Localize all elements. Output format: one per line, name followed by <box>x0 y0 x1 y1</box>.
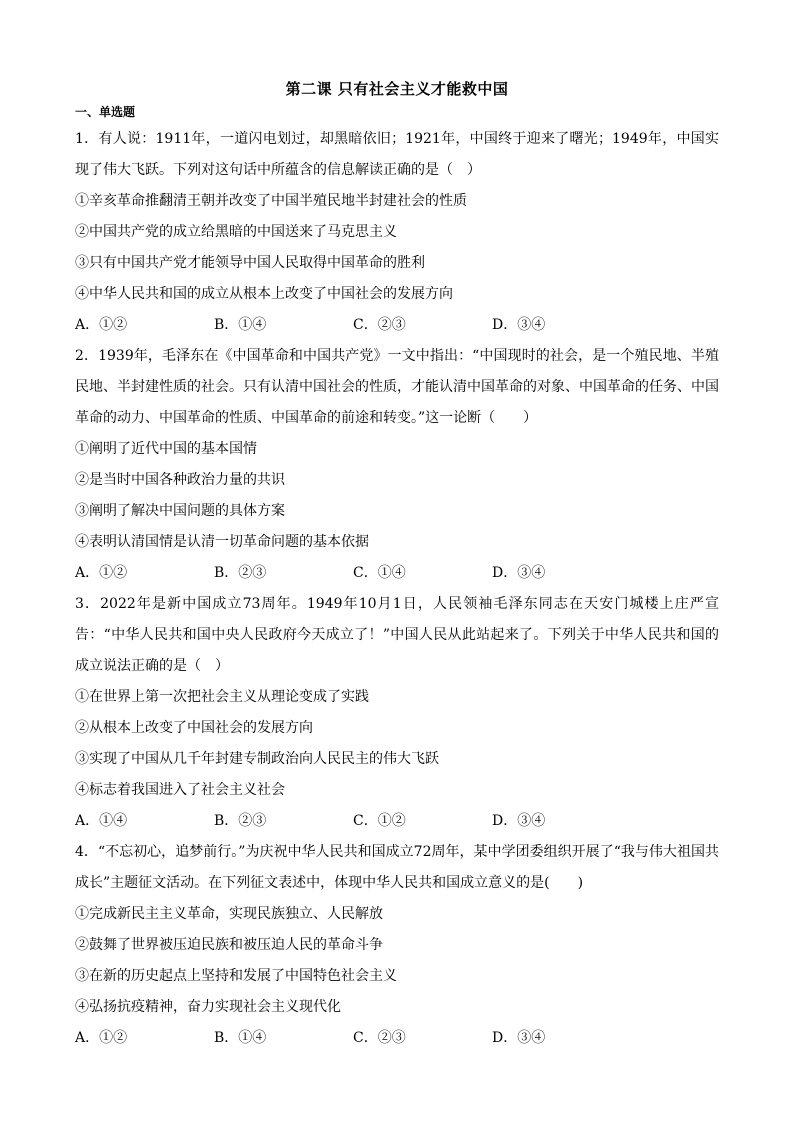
choice-a[interactable]: A．①② <box>75 317 128 333</box>
question-4 <box>75 837 719 1054</box>
section-heading: 一、单选题 <box>75 105 136 119</box>
statement-option: ③只有中国共产党才能领导中国人民取得中国革命的胜利 <box>75 255 425 271</box>
question-2 <box>75 341 719 589</box>
statement-option: ④标志着我国进入了社会主义社会 <box>75 782 285 798</box>
page-title: 第二课 只有社会主义才能救中国 <box>285 80 509 98</box>
choice-c[interactable]: C．①② <box>353 813 406 829</box>
choice-d[interactable]: D．③④ <box>492 813 546 829</box>
choice-b[interactable]: B．①④ <box>214 1030 267 1046</box>
choice-d[interactable]: D．③④ <box>492 1030 546 1046</box>
statement-option: ④表明认清国情是认清一切革命问题的基本依据 <box>75 534 369 550</box>
question-stem: 4．“不忘初心，追梦前行。”为庆祝中华人民共和国成立72周年，某中学团委组织开展了“我与伟大祖国共成长”主题征文活动。在下列征文表述中，体现中华人民共和国成立意义的是( ) <box>75 844 719 891</box>
statement-option: ④中华人民共和国的成立从根本上改变了中国社会的发展方向 <box>75 286 453 302</box>
choice-c[interactable]: C．②③ <box>353 1030 406 1046</box>
statement-option: ③阐明了解决中国问题的具体方案 <box>75 503 285 519</box>
question-3 <box>75 589 719 837</box>
statement-option: ①辛亥革命推翻清王朝并改变了中国半殖民地半封建社会的性质 <box>75 193 467 209</box>
choice-b[interactable]: B．①④ <box>214 317 267 333</box>
question-stem: 3．2022年是新中国成立73周年。1949年10月1日，人民领袖毛泽东同志在天安门城楼上庄严宣告：“中华人民共和国中央人民政府今天成立了！”中国人民从此站起来了。下列关于中华人民共和国的成立说法正确的是（ ） <box>75 596 719 674</box>
choice-b[interactable]: B．②③ <box>214 565 267 581</box>
question-1 <box>75 124 719 341</box>
choice-c[interactable]: C．①④ <box>353 565 406 581</box>
choice-a[interactable]: A．①② <box>75 565 128 581</box>
choice-d[interactable]: D．③④ <box>492 565 546 581</box>
answer-choices <box>75 310 719 341</box>
statement-option: ②中国共产党的成立给黑暗的中国送来了马克思主义 <box>75 224 397 240</box>
statement-option: ①阐明了近代中国的基本国情 <box>75 441 257 457</box>
choice-c[interactable]: C．②③ <box>353 317 406 333</box>
answer-choices <box>75 558 719 589</box>
statement-option: ②是当时中国各种政治力量的共识 <box>75 472 285 488</box>
statement-option: ③实现了中国从几千年封建专制政治向人民民主的伟大飞跃 <box>75 751 439 767</box>
statement-option: ①完成新民主主义革命，实现民族独立、人民解放 <box>75 906 383 922</box>
statement-option: ②从根本上改变了中国社会的发展方向 <box>75 720 313 736</box>
choice-b[interactable]: B．②③ <box>214 813 267 829</box>
choice-a[interactable]: A．①④ <box>75 813 128 829</box>
statement-option: ①在世界上第一次把社会主义从理论变成了实践 <box>75 689 369 705</box>
statement-option: ④弘扬抗疫精神，奋力实现社会主义现代化 <box>75 999 341 1015</box>
answer-choices <box>75 806 719 837</box>
question-stem: 2．1939年，毛泽东在《中国革命和中国共产党》一文中指出：“中国现时的社会，是一个殖民地、半殖民地、半封建性质的社会。只有认清中国社会的性质，才能认清中国革命的对象、中国革命的任务、中国革命的动力、中国革命的性质、中国革命的前途和转变。”这一论断（ ） <box>75 348 719 426</box>
choice-d[interactable]: D．③④ <box>492 317 546 333</box>
choice-a[interactable]: A．①② <box>75 1030 128 1046</box>
statement-option: ③在新的历史起点上坚持和发展了中国特色社会主义 <box>75 968 397 984</box>
answer-choices <box>75 1023 719 1054</box>
statement-option: ②鼓舞了世界被压迫民族和被压迫人民的革命斗争 <box>75 937 383 953</box>
question-stem: 1．有人说：1911年，一道闪电划过，却黑暗依旧；1921年，中国终于迎来了曙光；1949年，中国实现了伟大飞跃。下列对这句话中所蕴含的信息解读正确的是（ ） <box>75 131 719 178</box>
